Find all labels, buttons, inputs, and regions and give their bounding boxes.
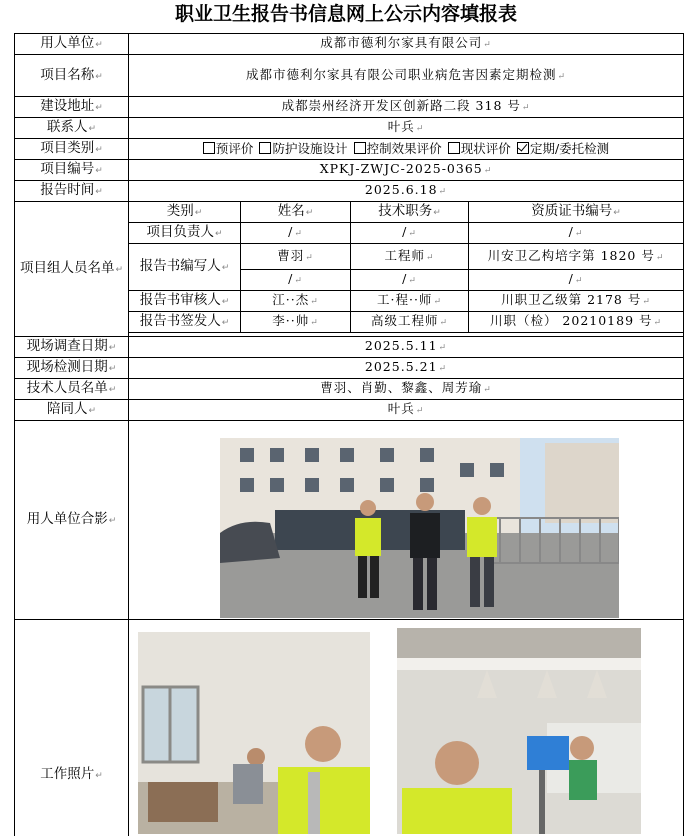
writer-duty: 工程师↵	[351, 244, 469, 270]
row-report-time	[15, 181, 684, 202]
contact-value: 叶兵↵	[129, 118, 684, 139]
employer-value: 成都市德利尔家具有限公司↵	[129, 34, 684, 55]
project-type-options	[129, 139, 684, 160]
survey-date-label: 现场调查日期↵	[15, 337, 129, 358]
option-pre-evaluation[interactable]: 预评价	[203, 140, 254, 158]
row-project-type	[15, 139, 684, 160]
survey-date-value: 2025.5.11↵	[129, 337, 684, 358]
report-time-value: 2025.6.18↵	[129, 181, 684, 202]
row-survey-date	[15, 337, 684, 358]
leader-name: /↵	[241, 223, 351, 244]
leader-role: 项目负责人↵	[129, 223, 241, 244]
writer-name-2: /↵	[241, 270, 351, 291]
row-contact	[15, 118, 684, 139]
issuer-duty: 高级工程师↵	[351, 312, 469, 333]
companion-value: 叶兵↵	[129, 400, 684, 421]
writer-cert: 川安卫乙构培字第 1820 号↵	[469, 244, 684, 270]
checkbox-icon[interactable]	[354, 142, 366, 154]
leader-duty: /↵	[351, 223, 469, 244]
test-date-value: 2025.5.21↵	[129, 358, 684, 379]
checkbox-icon[interactable]	[259, 142, 271, 154]
team-header-cert: 资质证书编号↵	[469, 202, 684, 223]
technicians-value: 曹羽、肖勤、黎鑫、周芳瑜↵	[129, 379, 684, 400]
reviewer-name: 江··杰↵	[241, 291, 351, 312]
test-date-label: 现场检测日期↵	[15, 358, 129, 379]
group-photo-illustration	[220, 438, 619, 618]
issuer-role: 报告书签发人↵	[129, 312, 241, 333]
option-protection-design[interactable]: 防护设施设计	[259, 140, 347, 158]
writer-name: 曹羽↵	[241, 244, 351, 270]
team-header-name: 姓名↵	[241, 202, 351, 223]
address-value: 成都崇州经济开发区创新路二段 318 号↵	[129, 97, 684, 118]
row-employer	[15, 34, 684, 55]
companion-label: 陪同人↵	[15, 400, 129, 421]
team-header-duty: 技术职务↵	[351, 202, 469, 223]
group-photo	[220, 438, 619, 618]
report-time-label: 报告时间↵	[15, 181, 129, 202]
address-label: 建设地址↵	[15, 97, 129, 118]
project-no-label: 项目编号↵	[15, 160, 129, 181]
reviewer-cert: 川职卫乙级第 2178 号↵	[469, 291, 684, 312]
option-control-evaluation[interactable]: 控制效果评价	[354, 140, 442, 158]
issuer-cert: 川职（检） 20210189 号↵	[469, 312, 684, 333]
project-type-label: 项目类别↵	[15, 139, 129, 160]
group-photo-label: 用人单位合影↵	[15, 421, 129, 620]
work-photo-right-illustration	[397, 628, 641, 834]
contact-label: 联系人↵	[15, 118, 129, 139]
project-name-value: 成都市德利尔家具有限公司职业病危害因素定期检测↵	[129, 55, 684, 97]
writer-role: 报告书编写人↵	[129, 244, 241, 291]
writer-duty-2: /↵	[351, 270, 469, 291]
issuer-name: 李··帅↵	[241, 312, 351, 333]
work-photos-label: 工作照片↵	[15, 620, 129, 836]
row-technicians	[15, 379, 684, 400]
project-no-value: XPKJ-ZWJC-2025-0365↵	[129, 160, 684, 181]
employer-label: 用人单位↵	[15, 34, 129, 55]
checkbox-checked-icon[interactable]	[517, 142, 529, 154]
team-header-row	[15, 202, 684, 223]
writer-cert-2: /↵	[469, 270, 684, 291]
checkbox-icon[interactable]	[203, 142, 215, 154]
row-test-date	[15, 358, 684, 379]
row-companion	[15, 400, 684, 421]
work-photo-left-illustration	[138, 632, 370, 834]
row-address	[15, 97, 684, 118]
row-project-name	[15, 55, 684, 97]
reviewer-role: 报告书审核人↵	[129, 291, 241, 312]
project-name-label: 项目名称↵	[15, 55, 129, 97]
work-photo-left	[138, 632, 370, 834]
option-periodic-testing[interactable]: 定期/委托检测	[517, 140, 609, 158]
team-label: 项目组人员名单↵	[15, 202, 129, 337]
leader-cert: /↵	[469, 223, 684, 244]
option-status-evaluation[interactable]: 现状评价	[448, 140, 511, 158]
form-title: 职业卫生报告书信息网上公示内容填报表	[174, 3, 517, 25]
reviewer-duty: 工·程··师↵	[351, 291, 469, 312]
checkbox-icon[interactable]	[448, 142, 460, 154]
work-photo-right	[397, 628, 641, 834]
row-project-no	[15, 160, 684, 181]
technicians-label: 技术人员名单↵	[15, 379, 129, 400]
team-header-type: 类别↵	[129, 202, 241, 223]
